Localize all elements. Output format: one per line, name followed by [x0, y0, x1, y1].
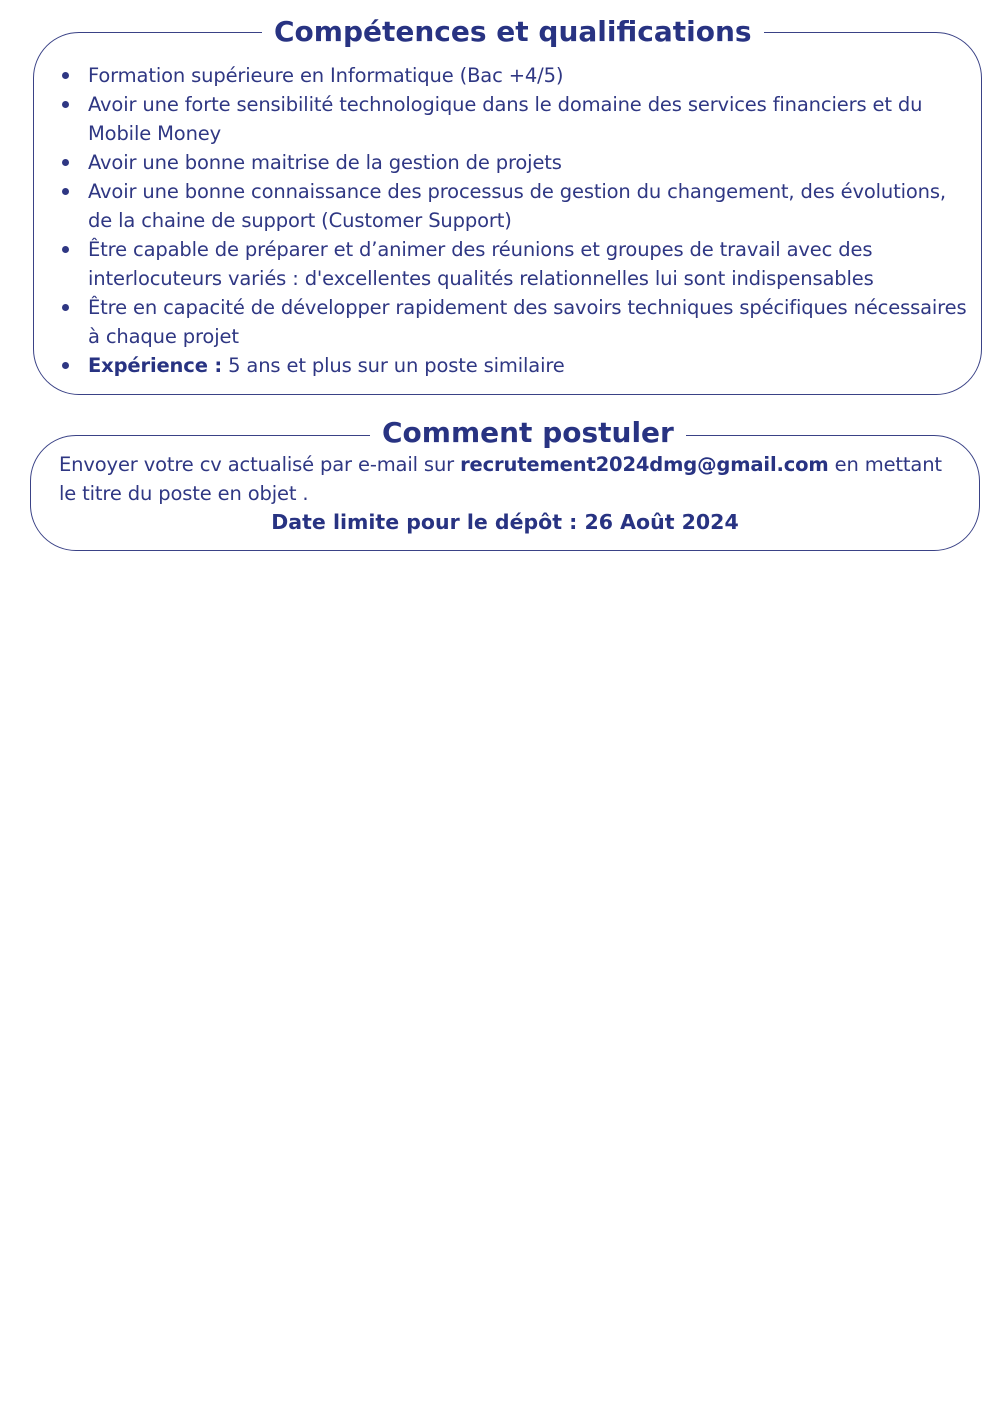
- bullet-icon: [62, 101, 69, 108]
- list-item: Avoir une forte sensibilité technologique dans le domaine des services financiers et du Mobile Money: [88, 90, 968, 148]
- bullet-icon: [62, 159, 69, 166]
- apply-instructions: Envoyer votre cv actualisé par e-mail sur recrutement2024dmg@gmail.com en mettant le titre du poste en objet .: [59, 453, 942, 505]
- bullet-icon: [62, 72, 69, 79]
- bullet-icon: [62, 188, 69, 195]
- experience-label: Expérience :: [88, 354, 223, 377]
- deadline: Date limite pour le dépôt : 26 Août 2024: [271, 510, 739, 534]
- bullet-icon: [62, 246, 69, 253]
- list-item: Avoir une bonne maitrise de la gestion de projets: [88, 148, 968, 177]
- list-item: Être en capacité de développer rapidement des savoirs techniques spécifiques nécessaires à chaque projet: [88, 293, 968, 351]
- competences-section: [33, 15, 982, 395]
- email-link[interactable]: recrutement2024dmg@gmail.com: [460, 453, 829, 476]
- apply-section: [30, 416, 980, 551]
- list-item-experience: Expérience : 5 ans et plus sur un poste similaire: [88, 351, 968, 380]
- bullet-icon: [62, 362, 69, 369]
- competences-list: [88, 61, 968, 380]
- list-item: Formation supérieure en Informatique (Bac +4/5): [88, 61, 968, 90]
- list-item: Avoir une bonne connaissance des processus de gestion du changement, des évolutions, de la chaine de support (Customer Support): [88, 177, 968, 235]
- list-item: Être capable de préparer et d’animer des réunions et groupes de travail avec des interlocuteurs variés : d'excellentes qualités relationnelles lui sont indispensables: [88, 235, 968, 293]
- competences-title: Compétences et qualifications: [262, 12, 764, 52]
- apply-title: Comment postuler: [370, 413, 686, 453]
- bullet-icon: [62, 304, 69, 311]
